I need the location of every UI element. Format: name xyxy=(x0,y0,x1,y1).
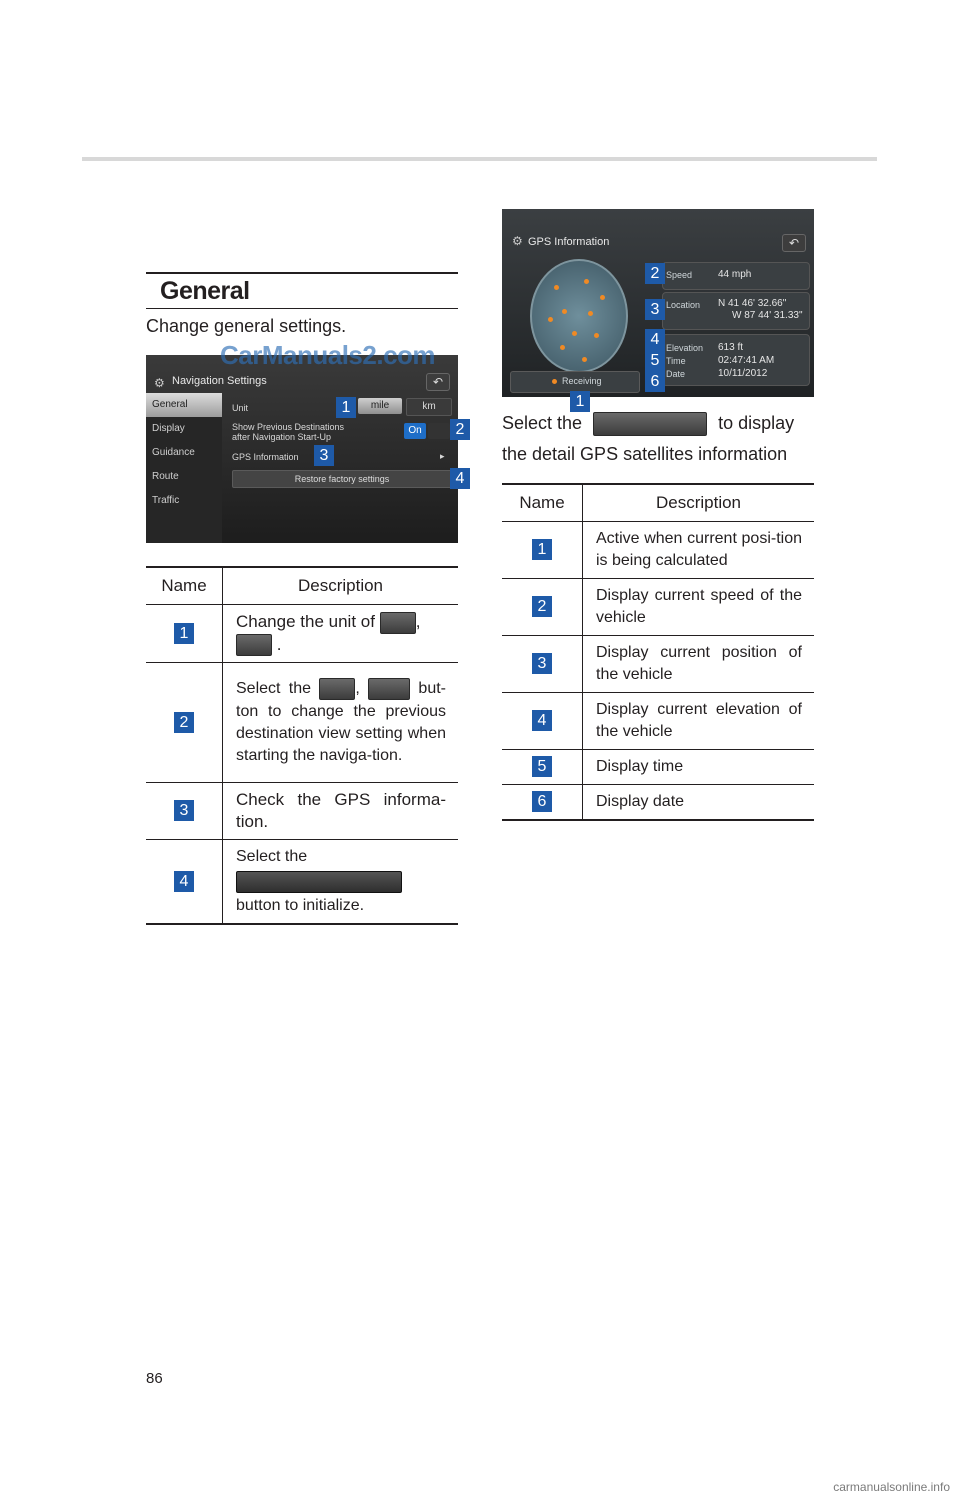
select-text-line-1 xyxy=(502,412,814,436)
location-label: Location xyxy=(666,300,701,310)
row-badge: 3 xyxy=(174,800,194,821)
table-row xyxy=(146,605,458,663)
sidebar-item-traffic[interactable]: Traffic xyxy=(152,495,180,506)
row-text-comma: , xyxy=(415,612,421,631)
receiving-status-icon xyxy=(552,379,557,384)
row-text: Active when current posi-tion is being calculated xyxy=(583,522,815,579)
sidebar-item-route[interactable]: Route xyxy=(152,471,179,482)
select-text-a: Select the xyxy=(502,412,583,433)
row-badge: 1 xyxy=(532,539,552,560)
unit-km-button[interactable]: km xyxy=(406,398,452,416)
elevation-label: Elevation xyxy=(666,343,704,353)
off-toggle[interactable] xyxy=(428,423,450,439)
row-badge: 1 xyxy=(174,623,194,644)
callout-3: 3 xyxy=(314,445,334,466)
off-button-image xyxy=(368,678,410,700)
col-name-header: Name xyxy=(146,567,223,605)
page-number: 86 xyxy=(146,1370,163,1387)
on-button-image xyxy=(319,678,355,700)
callout-4: 4 xyxy=(645,329,665,350)
gps-info-label[interactable]: GPS Information xyxy=(232,452,299,462)
back-button[interactable]: ↶ xyxy=(782,234,806,252)
satellite-dot xyxy=(584,279,589,284)
gps-information-screenshot xyxy=(502,209,814,397)
row-text-b: button to initialize. xyxy=(236,897,365,915)
footer-watermark: carmanualsonline.info xyxy=(833,1480,950,1494)
row-text: Select the xyxy=(236,680,312,698)
general-description-table xyxy=(146,566,458,925)
watermark: CarManuals2.com xyxy=(220,340,436,370)
location-value-2: W 87 44' 31.33" xyxy=(732,310,803,321)
satellite-dot xyxy=(572,331,577,336)
callout-4: 4 xyxy=(450,468,470,489)
col-desc-header: Description xyxy=(223,567,459,605)
date-label: Date xyxy=(666,369,686,379)
restore-button-image xyxy=(236,871,402,893)
section-heading xyxy=(146,272,458,309)
sidebar-item-guidance[interactable]: Guidance xyxy=(152,447,195,458)
select-text-b: to display xyxy=(718,412,795,433)
satellite-dot xyxy=(562,309,567,314)
row-text: Display current elevation of the vehicle xyxy=(583,693,815,750)
row-text: Check the GPS informa-tion. xyxy=(223,783,459,840)
callout-3: 3 xyxy=(645,299,665,320)
callout-5: 5 xyxy=(645,350,665,371)
km-button-image xyxy=(236,634,272,656)
table-row xyxy=(502,579,814,636)
satellite-sky-view xyxy=(530,259,628,373)
location-value-1: N 41 46' 32.66" xyxy=(718,298,787,309)
navigation-settings-screenshot xyxy=(146,355,458,543)
row-text: Display current speed of the vehicle xyxy=(583,579,815,636)
row-text: Select the xyxy=(236,848,308,866)
unit-label: Unit xyxy=(232,403,249,413)
screen-title: GPS Information xyxy=(528,236,610,248)
row-text: Display date xyxy=(583,785,815,821)
row-text-end: . xyxy=(276,634,282,654)
row-badge: 6 xyxy=(532,791,552,812)
row-badge: 2 xyxy=(174,712,194,733)
satellite-dot xyxy=(554,285,559,290)
callout-1: 1 xyxy=(570,391,590,412)
row-badge: 3 xyxy=(532,653,552,674)
gps-information-button-image xyxy=(593,412,707,436)
mile-button-image xyxy=(380,612,416,634)
satellite-dot xyxy=(588,311,593,316)
sidebar-item-display[interactable]: Display xyxy=(152,423,185,434)
col-name-header: Name xyxy=(502,484,583,522)
table-row xyxy=(146,783,458,840)
row-badge: 4 xyxy=(174,871,194,892)
unit-mile-button[interactable]: mile xyxy=(358,398,402,414)
time-label: Time xyxy=(666,356,686,366)
callout-2: 2 xyxy=(645,263,665,284)
restore-factory-settings-button[interactable]: Restore factory settings xyxy=(232,470,452,488)
table-row xyxy=(502,636,814,693)
row-text: Change the unit of xyxy=(236,612,375,631)
col-desc-header: Description xyxy=(583,484,815,522)
satellite-dot xyxy=(594,333,599,338)
speed-label: Speed xyxy=(666,270,693,280)
gps-description-table xyxy=(502,483,814,821)
row-text: Display current position of the vehicle xyxy=(583,636,815,693)
row-text: Display time xyxy=(583,750,815,785)
time-value: 02:47:41 AM xyxy=(718,355,775,366)
receiving-label: Receiving xyxy=(562,376,602,386)
show-prev-label-2: after Navigation Start-Up xyxy=(232,432,332,442)
row-text-c: ton to change the previous destination view setting when starting the naviga-tion. xyxy=(236,702,446,764)
row-badge: 4 xyxy=(532,710,552,731)
table-row xyxy=(502,522,814,579)
gear-icon: ⚙ xyxy=(512,234,523,248)
top-rule xyxy=(82,157,877,161)
table-row xyxy=(146,840,458,925)
date-value: 10/11/2012 xyxy=(718,368,768,379)
intro-text: Change general settings. xyxy=(146,316,347,336)
back-button[interactable]: ↶ xyxy=(426,373,450,391)
row-badge: 2 xyxy=(532,596,552,617)
callout-2: 2 xyxy=(450,419,470,440)
arrow-right-icon: ▸ xyxy=(440,451,445,461)
callout-6: 6 xyxy=(645,371,665,392)
callout-1: 1 xyxy=(336,397,356,418)
table-row xyxy=(502,785,814,821)
row-badge: 5 xyxy=(532,756,552,777)
satellite-dot xyxy=(560,345,565,350)
speed-value: 44 mph xyxy=(718,269,752,280)
on-toggle[interactable]: On xyxy=(404,423,426,439)
table-row xyxy=(502,750,814,785)
satellite-dot xyxy=(582,357,587,362)
gear-icon: ⚙ xyxy=(154,376,165,390)
table-row xyxy=(146,663,458,783)
satellite-dot xyxy=(548,317,553,322)
section-title: General xyxy=(160,277,250,305)
select-text-line-2: the detail GPS satellites information xyxy=(502,444,788,464)
screen-title: Navigation Settings xyxy=(172,375,267,387)
sidebar-item-general[interactable]: General xyxy=(146,393,222,417)
settings-sidebar xyxy=(146,393,222,543)
elevation-value: 613 ft xyxy=(718,342,744,353)
row-text-b: but- xyxy=(418,680,446,698)
show-prev-label-1: Show Previous Destinations xyxy=(232,422,345,432)
satellite-dot xyxy=(600,295,605,300)
table-row xyxy=(502,693,814,750)
row-text-sep: , xyxy=(355,680,360,698)
